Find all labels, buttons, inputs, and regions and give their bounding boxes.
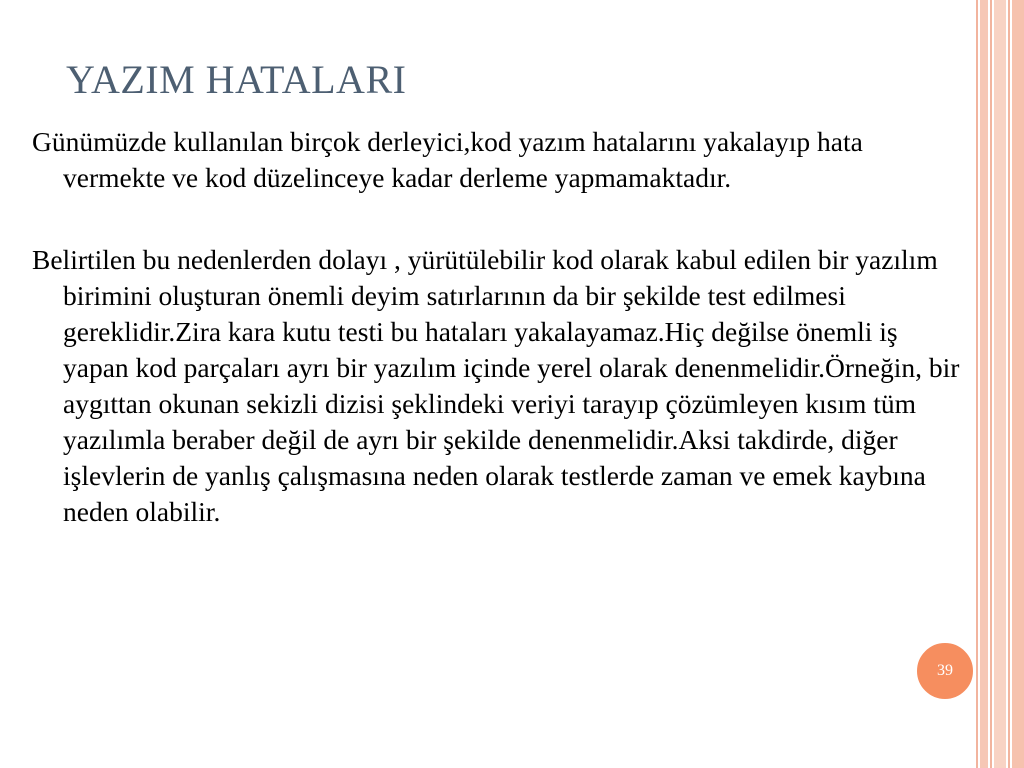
decorative-stripe <box>1008 0 1010 768</box>
decorative-stripe <box>1012 0 1024 768</box>
slide-title: YAZIM HATALARI <box>66 57 407 102</box>
slide-body <box>32 124 962 530</box>
paragraph-compiler-errors: Günümüzde kullanılan birçok derleyici,kod yazım hatalarını yakalayıp hata vermekte ve kod düzelinceye kadar derleme yapmamaktadır. <box>32 126 863 193</box>
decorative-stripe <box>990 0 992 768</box>
decorative-stripe <box>980 0 988 768</box>
page-number-badge: 39 <box>915 641 975 701</box>
paragraph-statement-testing: Belirtilen bu nedenlerden dolayı , yürütülebilir kod olarak kabul edilen bir yazılım birimini oluşturan önemli deyim satırlarının da bir şekilde test edilmesi gereklidir.Zira kara kutu testi bu hataları yakalayamaz.Hiç değilse önemli iş yapan kod parçaları ayrı bir yazılım içinde yerel olarak denenmelidir.Örneğin, bir aygıttan okunan sekizli dizisi şeklindeki veriyi tarayıp çözümleyen kısım tüm yazılımla beraber değil de ayrı bir şekilde denenmelidir.Aksi takdirde, diğer işlevlerin de yanlış çalışmasına neden olarak testlerde zaman ve emek kaybına neden olabilir. <box>32 244 960 527</box>
decorative-stripe <box>994 0 1006 768</box>
decorative-stripe <box>976 0 978 768</box>
